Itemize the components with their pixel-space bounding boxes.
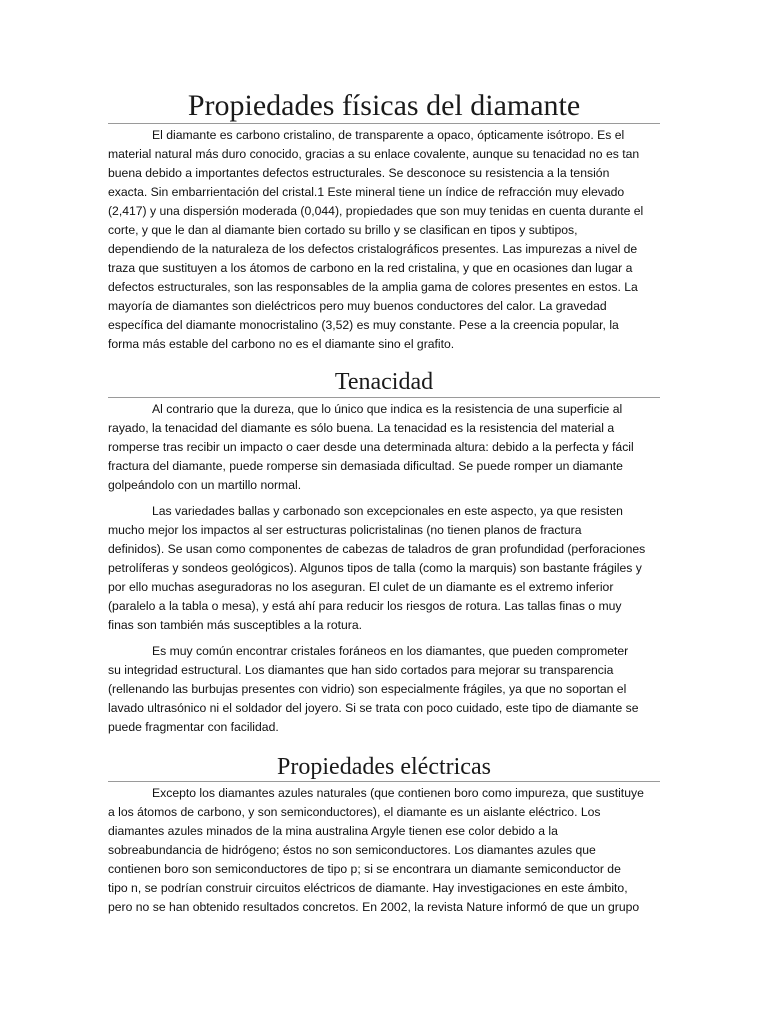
- section-heading-electricas: Propiedades eléctricas: [277, 754, 491, 780]
- intro-paragraph: [108, 126, 660, 354]
- text-line: mayoría de diamantes son dieléctricos pero muy buenos conductores del calor. La gravedad: [108, 299, 607, 313]
- section-underline: [108, 397, 660, 398]
- text-line: Es muy común encontrar cristales foráneos en los diamantes, que pueden comprometer: [152, 644, 629, 658]
- text-line: traza que sustituyen a los átomos de carbono en la red cristalina, y que en ocasiones dan lugar a: [108, 261, 633, 275]
- text-line: por ello muchas aseguradoras no los aseguran. El culet de un diamante es el extremo inferior: [108, 580, 614, 594]
- text-line: (2,417) y una dispersión moderada (0,044), propiedades que son muy tenidas en cuenta durante el: [108, 204, 644, 218]
- text-line: finas son también más susceptibles a la rotura.: [108, 618, 363, 632]
- text-line: Excepto los diamantes azules naturales (que contienen boro como impureza, que sustituye: [152, 786, 644, 800]
- text-line: (paralelo a la tabla o mesa), y está ahí para reducir los riesgos de rotura. Las tallas finas o muy: [108, 599, 622, 613]
- text-line: específica del diamante monocristalino (3,52) es muy constante. Pese a la creencia popular, la: [108, 318, 619, 332]
- text-line: defectos estructurales, son las responsables de la amplia gama de colores presentes en estos. La: [108, 280, 638, 294]
- text-line: petrolíferas y sondeos geológicos). Algunos tipos de talla (como la marquis) son bastante frágiles y: [108, 561, 642, 575]
- text-line: (rellenando las burbujas presentes con vidrio) son especialmente frágiles, ya que no soportan el: [108, 682, 627, 696]
- text-line: definidos). Se usan como componentes de cabezas de taladros de gran profundidad (perforaciones: [108, 542, 646, 556]
- tenacidad-paragraph-1: [108, 400, 660, 495]
- title-underline: [108, 123, 660, 124]
- text-line: golpeándolo con un martillo normal.: [108, 478, 302, 492]
- text-line: Al contrario que la dureza, que lo único que indica es la resistencia de una superficie al: [152, 402, 623, 416]
- text-line: corte, y que le dan al diamante bien cortado su brillo y se clasifican en tipos y subtipos,: [108, 223, 578, 237]
- text-line: tipo n, se podrían construir circuitos eléctricos de diamante. Hay investigaciones en este ámbito,: [108, 881, 628, 895]
- text-line: Las variedades ballas y carbonado son excepcionales en este aspecto, ya que resisten: [152, 504, 623, 518]
- text-line: buena debido a importantes defectos estructurales. Se desconoce su resistencia a la tensión: [108, 166, 610, 180]
- text-line: su integridad estructural. Los diamantes que han sido cortados para mejorar su transparencia: [108, 663, 614, 677]
- electricas-paragraph: [108, 784, 660, 917]
- tenacidad-paragraph-2: [108, 502, 660, 635]
- text-line: material natural más duro conocido, gracias a su enlace covalente, aunque su tenacidad no es tan: [108, 147, 640, 161]
- text-line: El diamante es carbono cristalino, de transparente a opaco, ópticamente isótropo. Es el: [152, 128, 625, 142]
- text-line: forma más estable del carbono no es el diamante sino el grafito.: [108, 337, 455, 351]
- section-heading-tenacidad: Tenacidad: [334, 369, 434, 395]
- text-line: lavado ultrasónico ni el soldador del joyero. Si se trata con poco cuidado, este tipo de diamante se: [108, 701, 639, 715]
- text-line: rayado, la tenacidad del diamante es sólo buena. La tenacidad es la resistencia del material a: [108, 421, 615, 435]
- text-line: exacta. Sin embarrientación del cristal.1 Este mineral tiene un índice de refracción muy elevado: [108, 185, 625, 199]
- tenacidad-paragraph-3: [108, 642, 660, 737]
- text-line: contienen boro son semiconductores de tipo p; si se encontrara un diamante semiconductor de: [108, 862, 621, 876]
- text-line: dependiendo de la naturaleza de los defectos cristalográficos presentes. Las impurezas a nivel de: [108, 242, 638, 256]
- section-underline: [108, 781, 660, 782]
- text-line: romperse tras recibir un impacto o caer desde una determinada altura: debido a la perfecta y fácil: [108, 440, 634, 454]
- text-line: mucho mejor los impactos al ser estructuras policristalinas (no tienen planos de fractura: [108, 523, 582, 537]
- text-line: a los átomos de carbono, y son semiconductores), el diamante es un aislante eléctrico. Los: [108, 805, 601, 819]
- text-line: sobreabundancia de hidrógeno; éstos no son semiconductores. Los diamantes azules que: [108, 843, 596, 857]
- text-line: pero no se han obtenido resultados concretos. En 2002, la revista Nature informó de que un grupo: [108, 900, 640, 914]
- text-line: diamantes azules minados de la mina australina Argyle tienen ese color debido a la: [108, 824, 558, 838]
- text-line: puede fragmentar con facilidad.: [108, 720, 279, 734]
- text-line: fractura del diamante, puede romperse sin demasiada dificultad. Se puede romper un diamante: [108, 459, 623, 473]
- page-title: Propiedades físicas del diamante: [187, 89, 581, 122]
